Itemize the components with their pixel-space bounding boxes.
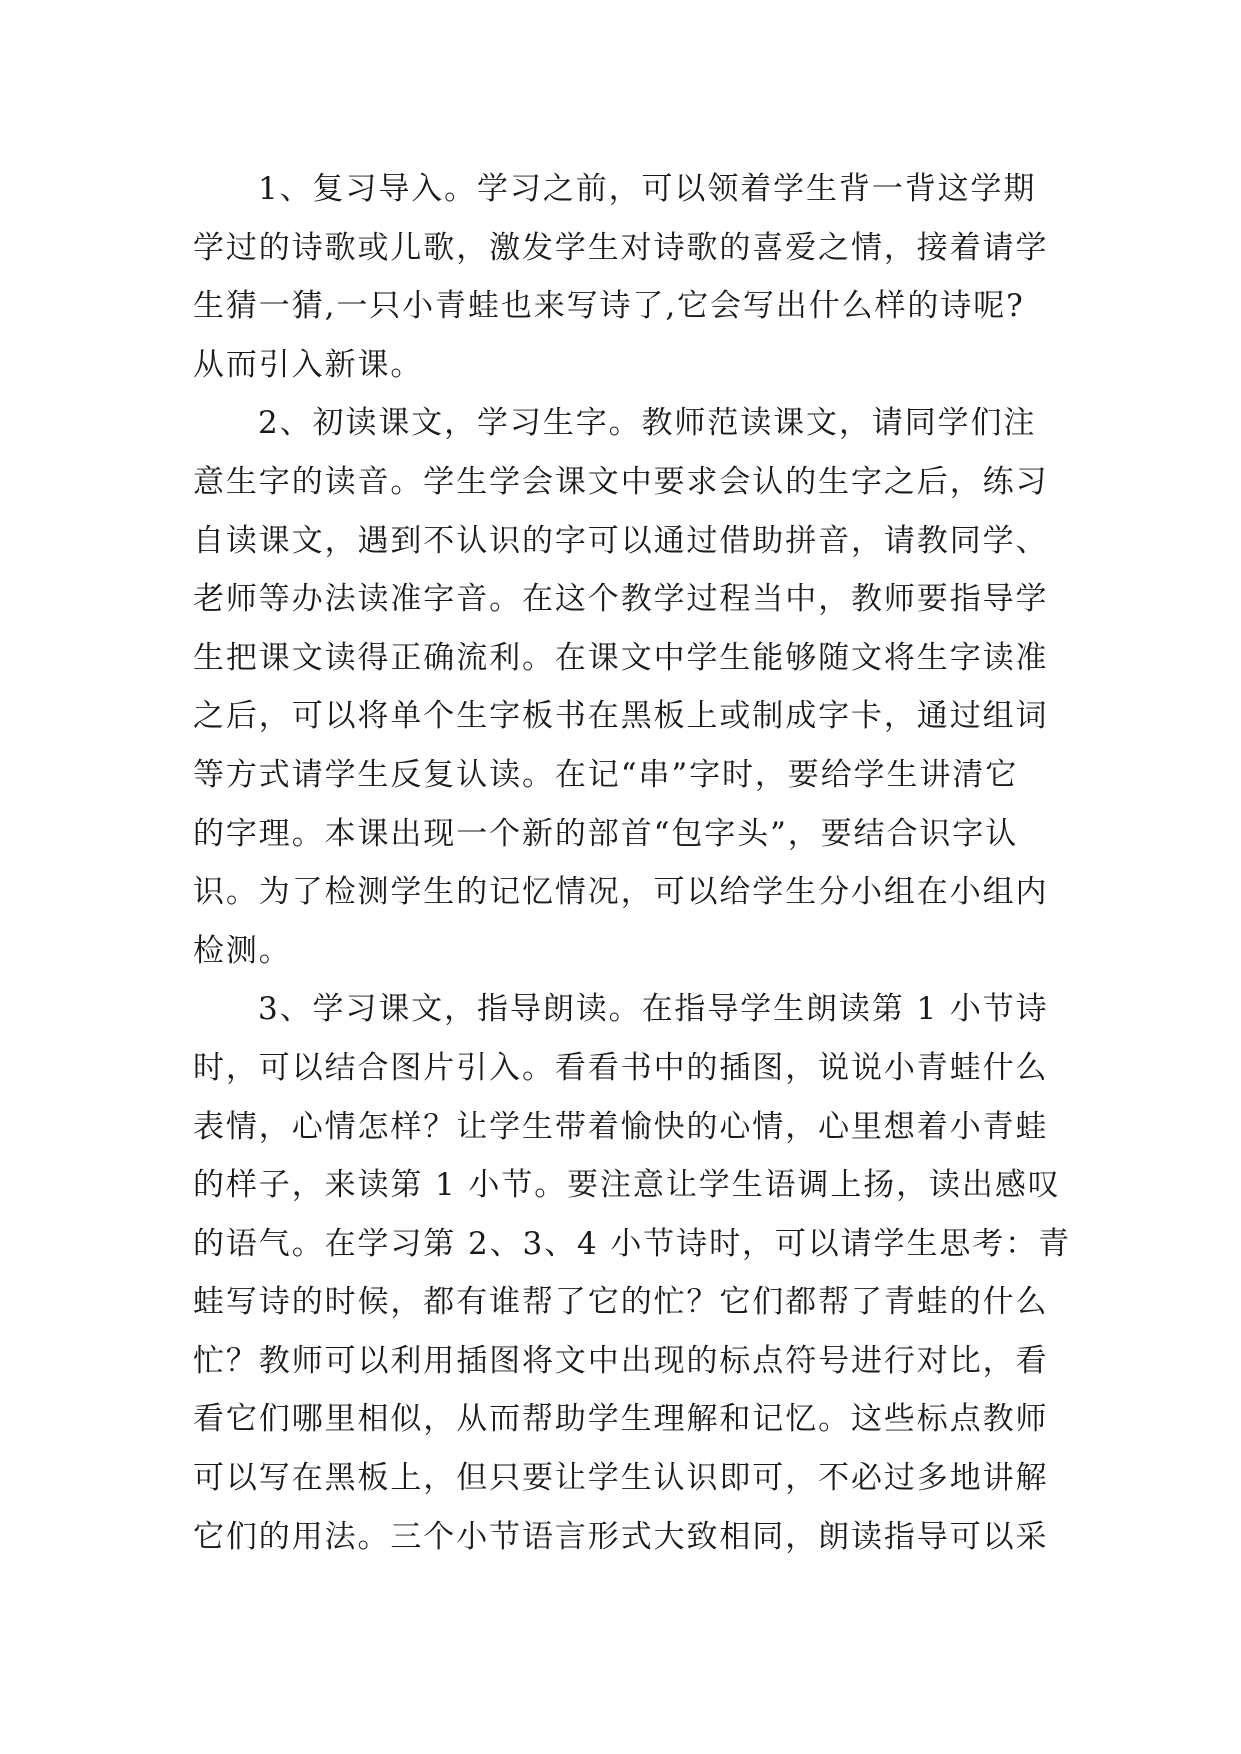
paragraph-1 — [193, 160, 1055, 394]
text-line: 3、学习课文，指导朗读。在指导学生朗读第 1 小节诗 — [258, 991, 1049, 1028]
text-line: 1、复习导入。学习之前，可以领着学生背一背这学期 — [258, 171, 1037, 207]
text-line: 的样子，来读第 1 小节。要注意让学生语调上扬，读出感叹 — [193, 1167, 1061, 1204]
text-line: 之后，可以将单个生字板书在黑板上或制成字卡，通过组词 — [193, 698, 1049, 735]
text-line: 看它们哪里相似，从而帮助学生理解和记忆。这些标点教师 — [193, 1401, 1049, 1438]
paragraph-2 — [193, 394, 1055, 980]
text-line: 可以写在黑板上，但只要让学生认识即可，不必过多地讲解 — [193, 1460, 1049, 1497]
text-line: 识。为了检测学生的记忆情况，可以给学生分小组在小组内 — [193, 874, 1049, 911]
text-line: 表情，心情怎样？让学生带着愉快的心情，心里想着小青蛙 — [193, 1108, 1049, 1145]
text-line: 的字理。本课出现一个新的部首“包字头”，要结合识字认 — [193, 815, 1019, 852]
text-line: 生把课文读得正确流利。在课文中学生能够随文将生字读准 — [193, 639, 1049, 676]
text-line: 意生字的读音。学生学会课文中要求会认的生字之后，练习 — [193, 463, 1049, 500]
document-body — [193, 160, 1071, 1566]
text-line: 的语气。在学习第 2、3、4 小节诗时，可以请学生思考：青 — [193, 1225, 1071, 1262]
text-line: 从而引入新课。 — [193, 346, 424, 383]
text-line: 等方式请学生反复认读。在记“串”字时，要给学生讲清它 — [193, 756, 1019, 793]
text-line: 忙？教师可以利用插图将文中出现的标点符号进行对比，看 — [193, 1342, 1049, 1379]
paragraph-3 — [193, 980, 1071, 1566]
text-line: 老师等办法读准字音。在这个教学过程当中，教师要指导学 — [193, 581, 1049, 618]
text-line: 它们的用法。三个小节语言形式大致相同，朗读指导可以采 — [193, 1518, 1049, 1555]
text-line: 检测。 — [193, 932, 292, 969]
text-line: 自读课文，遇到不认识的字可以通过借助拼音，请教同学、 — [193, 522, 1049, 559]
text-line: 2、初读课文，学习生字。教师范读课文，请同学们注 — [258, 405, 1037, 442]
text-line: 生猜一猜,一只小青蛙也来写诗了,它会写出什么样的诗呢? — [193, 288, 1025, 325]
text-line: 蛙写诗的时候，都有谁帮了它的忙？它们都帮了青蛙的什么 — [193, 1284, 1049, 1321]
text-line: 时，可以结合图片引入。看看书中的插图，说说小青蛙什么 — [193, 1049, 1049, 1086]
text-line: 学过的诗歌或儿歌，激发学生对诗歌的喜爱之情，接着请学 — [193, 229, 1049, 266]
